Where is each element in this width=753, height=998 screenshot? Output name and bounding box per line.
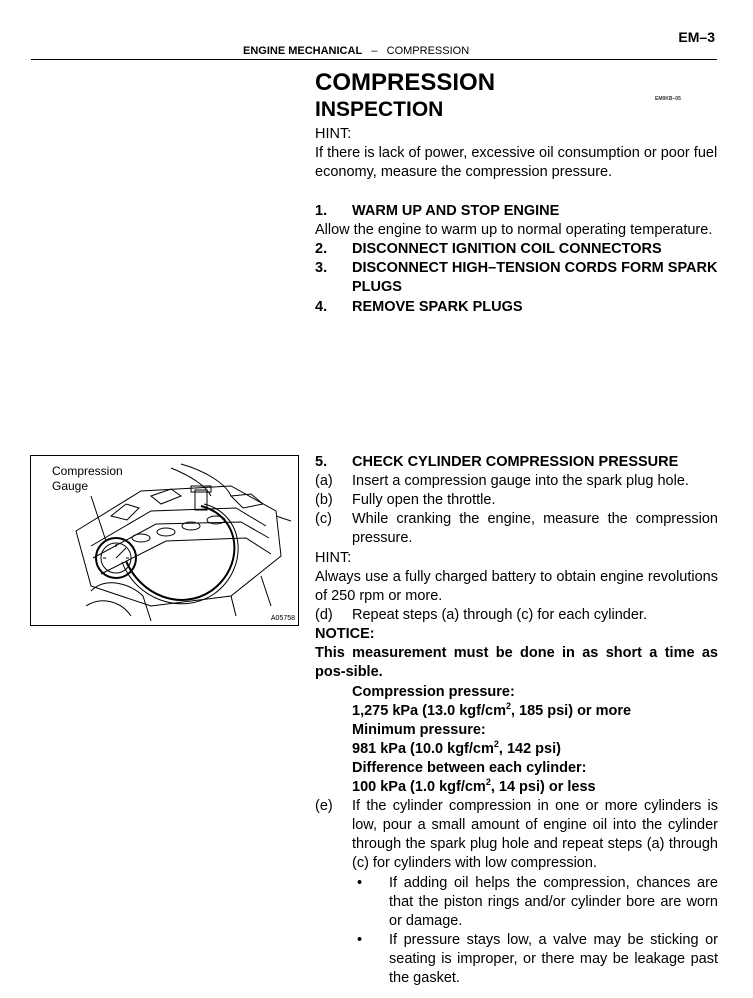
step-text: WARM UP AND STOP ENGINE	[352, 203, 560, 219]
spec-minimum-label: Minimum pressure:	[352, 722, 486, 738]
substep-c: (c) While cranking the engine, measure the compression pressure.	[315, 511, 718, 546]
notice-text: This measurement must be done in as short a time as pos-sible.	[315, 645, 718, 680]
spec-difference-label: Difference between each cylinder:	[352, 760, 587, 776]
hint-label: HINT:	[315, 550, 352, 566]
bullet-item-2	[352, 931, 718, 988]
hint-text: If there is lack of power, excessive oil consumption or poor fuel economy, measure the compression pressure.	[315, 145, 718, 180]
bullet-item-1	[352, 874, 718, 931]
hint-block-2	[315, 549, 718, 606]
notice-label: NOTICE:	[315, 626, 375, 642]
notice-block	[315, 625, 718, 682]
step-1-note: Allow the engine to warm up to normal operating temperature.	[315, 222, 713, 238]
header-rule	[31, 59, 717, 60]
running-head-separator: –	[371, 45, 378, 57]
figure-code: A05758	[270, 615, 295, 622]
step-text: DISCONNECT IGNITION COIL CONNECTORS	[352, 241, 662, 257]
step-number: 4.	[315, 299, 328, 315]
step-number: 1.	[315, 203, 328, 219]
doc-code: EM0KB–05	[655, 96, 681, 102]
spec-compression-value: 1,275 kPa (13.0 kgf/$cm^2$, 185 psi) or more	[352, 701, 632, 719]
step-5	[315, 453, 718, 472]
step-3	[315, 259, 718, 297]
bullet-mark: •	[357, 932, 363, 948]
figure-label: Compression Gauge	[52, 464, 123, 493]
spec-compression-label: Compression pressure:	[352, 684, 515, 700]
page-title: COMPRESSION	[315, 69, 496, 96]
running-head-subsection: COMPRESSION	[386, 45, 470, 57]
step-1	[315, 202, 718, 221]
spec-minimum-value: 981 kPa (10.0 kgf/$cm^2$, 142 psi)	[352, 739, 561, 757]
substep-b: (b) Fully open the throttle.	[315, 492, 496, 508]
running-head	[243, 45, 469, 57]
compression-gauge-figure	[30, 455, 299, 626]
step-2	[315, 240, 718, 259]
bullet-mark: •	[357, 875, 363, 891]
hint-label: HINT:	[315, 126, 352, 142]
running-head-section: ENGINE MECHANICAL	[243, 45, 363, 57]
step-text: CHECK CYLINDER COMPRESSION PRESSURE	[352, 454, 679, 470]
step-text: REMOVE SPARK PLUGS	[352, 299, 523, 315]
step-number: 5.	[315, 454, 328, 470]
spec-difference-value: 100 kPa (1.0 kgf/$cm^2$, 14 psi) or less	[352, 777, 596, 795]
substep-a: (a) Insert a compression gauge into the spark plug hole.	[315, 473, 689, 489]
page-subtitle: INSPECTION	[315, 98, 444, 121]
step-number: 3.	[315, 260, 328, 276]
page-number: EM–3	[678, 29, 715, 45]
step-number: 2.	[315, 241, 328, 257]
bullet-text: If pressure stays low, a valve may be sticking or seating is improper, or there may be leakage past the gasket.	[389, 932, 718, 986]
step-text: DISCONNECT HIGH–TENSION CORDS FORM SPARK PLUGS	[352, 260, 718, 295]
hint-text: Always use a fully charged battery to obtain engine revolutions of 250 rpm or more.	[315, 569, 718, 604]
hint-block	[315, 125, 718, 182]
substep-d: (d) Repeat steps (a) through (c) for each cylinder.	[315, 607, 647, 623]
step-4	[315, 298, 718, 317]
substep-e: (e) If the cylinder compression in one or more cylinders is low, pour a small amount of engine oil into the cylinder through the spark plug hole and repeat steps (a) through (c) for cylinders with low compression.	[315, 798, 718, 871]
bullet-text: If adding oil helps the compression, chances are that the piston rings and/or cylinder bore are worn or damage.	[389, 875, 718, 929]
